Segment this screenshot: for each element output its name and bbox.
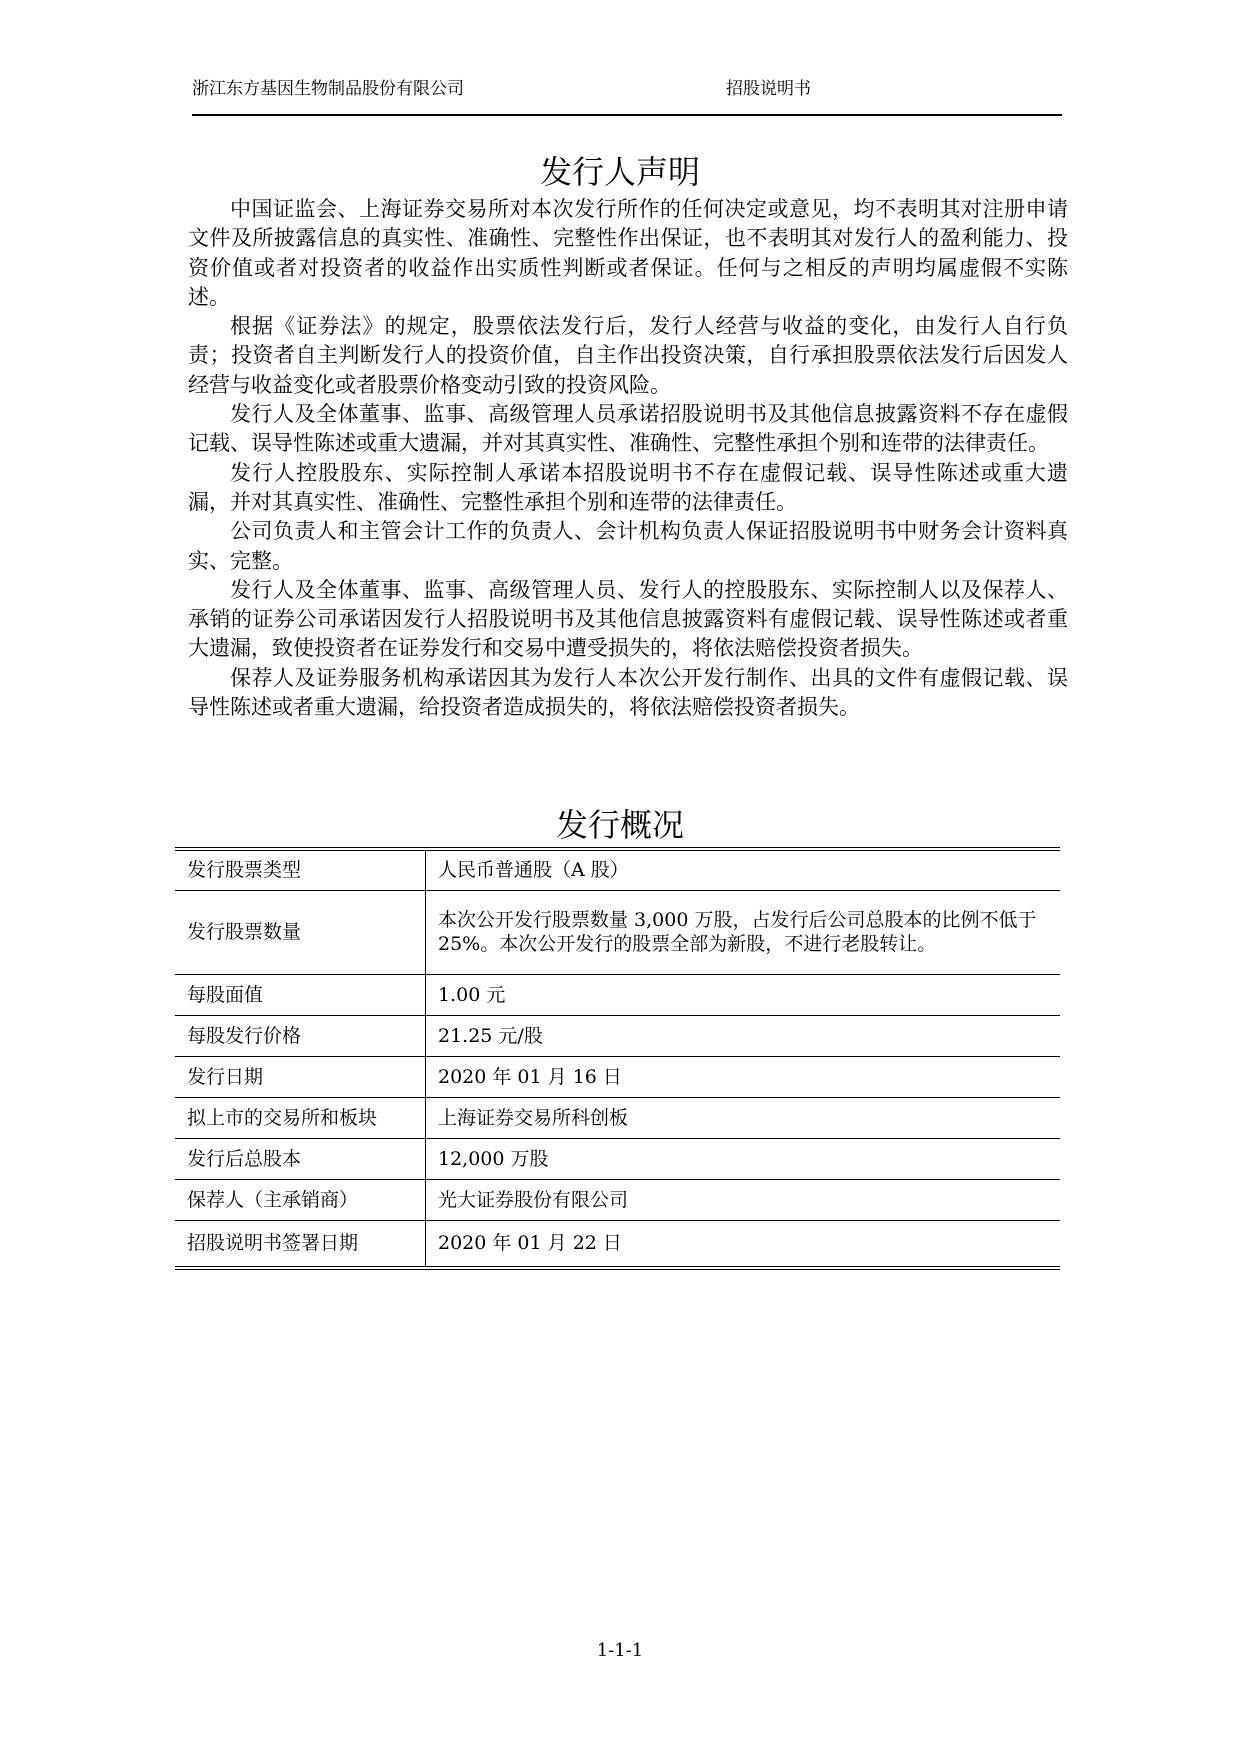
row-value: 12,000 万股 xyxy=(426,1138,1061,1179)
table-row xyxy=(175,974,1060,1015)
table-row xyxy=(175,1179,1060,1220)
row-value: 上海证券交易所科创板 xyxy=(426,1097,1061,1138)
header-document-type: 招股说明书 xyxy=(726,79,811,99)
row-label: 发行股票类型 xyxy=(175,849,426,890)
declaration-paragraph: 保荐人及证券服务机构承诺因其为发行人本次公开发行制作、出具的文件有虚假记载、误导性陈述或者重大遗漏，给投资者造成损失的，将依法赔偿投资者损失。 xyxy=(188,665,1068,720)
table-row xyxy=(175,1097,1060,1138)
table-row xyxy=(175,849,1060,890)
row-label: 发行后总股本 xyxy=(175,1138,426,1179)
row-label: 拟上市的交易所和板块 xyxy=(175,1097,426,1138)
row-value: 本次公开发行股票数量 3,000 万股，占发行后公司总股本的比例不低于 25%。本次公开发行的股票全部为新股，不进行老股转让。 xyxy=(426,890,1061,974)
declaration-paragraph: 发行人及全体董事、监事、高级管理人员、发行人的控股股东、实际控制人以及保荐人、承销的证券公司承诺因发行人招股说明书及其他信息披露资料有虚假记载、误导性陈述或者重大遗漏，致使投资者在证券发行和交易中遭受损失的，将依法赔偿投资者损失。 xyxy=(188,577,1068,661)
declaration-paragraph: 发行人及全体董事、监事、高级管理人员承诺招股说明书及其他信息披露资料不存在虚假记载、误导性陈述或重大遗漏，并对其真实性、准确性、完整性承担个别和连带的法律责任。 xyxy=(188,402,1068,456)
row-value: 2020 年 01 月 16 日 xyxy=(426,1056,1061,1097)
row-value: 21.25 元/股 xyxy=(426,1015,1061,1056)
header-company-name: 浙江东方基因生物制品股份有限公司 xyxy=(192,79,464,99)
overview-title: 发行概况 xyxy=(555,806,684,844)
table-row xyxy=(175,1056,1060,1097)
declaration-title: 发行人声明 xyxy=(539,153,700,191)
table-row xyxy=(175,1015,1060,1056)
table-row xyxy=(175,1220,1060,1268)
declaration-body xyxy=(188,195,1068,722)
table-row xyxy=(175,1138,1060,1179)
declaration-paragraph: 发行人控股股东、实际控制人承诺本招股说明书不存在虚假记载、误导性陈述或重大遗漏，并对其真实性、准确性、完整性承担个别和连带的法律责任。 xyxy=(188,460,1068,514)
row-value: 人民币普通股（A 股） xyxy=(426,849,1061,890)
page-number: 1-1-1 xyxy=(596,1640,644,1661)
declaration-paragraph: 根据《证券法》的规定，股票依法发行后，发行人经营与收益的变化，由发行人自行负责；投资者自主判断发行人的投资价值，自主作出投资决策，自行承担股票依法发行后因发人经营与收益变化或者股票价格变动引致的投资风险。 xyxy=(188,314,1068,397)
table-row xyxy=(175,890,1060,974)
row-label: 发行股票数量 xyxy=(175,890,426,974)
overview-table xyxy=(175,847,1060,1270)
row-value: 光大证券股份有限公司 xyxy=(426,1179,1061,1220)
row-label: 发行日期 xyxy=(175,1056,426,1097)
header-divider xyxy=(192,114,1062,116)
row-value: 2020 年 01 月 22 日 xyxy=(426,1220,1061,1268)
row-value: 1.00 元 xyxy=(426,974,1061,1015)
page-header xyxy=(192,74,1062,104)
row-label: 每股面值 xyxy=(175,974,426,1015)
declaration-paragraph: 中国证监会、上海证券交易所对本次发行所作的任何决定或意见，均不表明其对注册申请文件及所披露信息的真实性、准确性、完整性作出保证，也不表明其对发行人的盈利能力、投资价值或者对投资者的收益作出实质性判断或者保证。任何与之相反的声明均属虚假不实陈述。 xyxy=(188,197,1068,309)
row-label: 招股说明书签署日期 xyxy=(175,1220,426,1268)
declaration-paragraph: 公司负责人和主管会计工作的负责人、会计机构负责人保证招股说明书中财务会计资料真实、完整。 xyxy=(188,519,1068,573)
row-label: 保荐人（主承销商） xyxy=(175,1179,426,1220)
row-label: 每股发行价格 xyxy=(175,1015,426,1056)
